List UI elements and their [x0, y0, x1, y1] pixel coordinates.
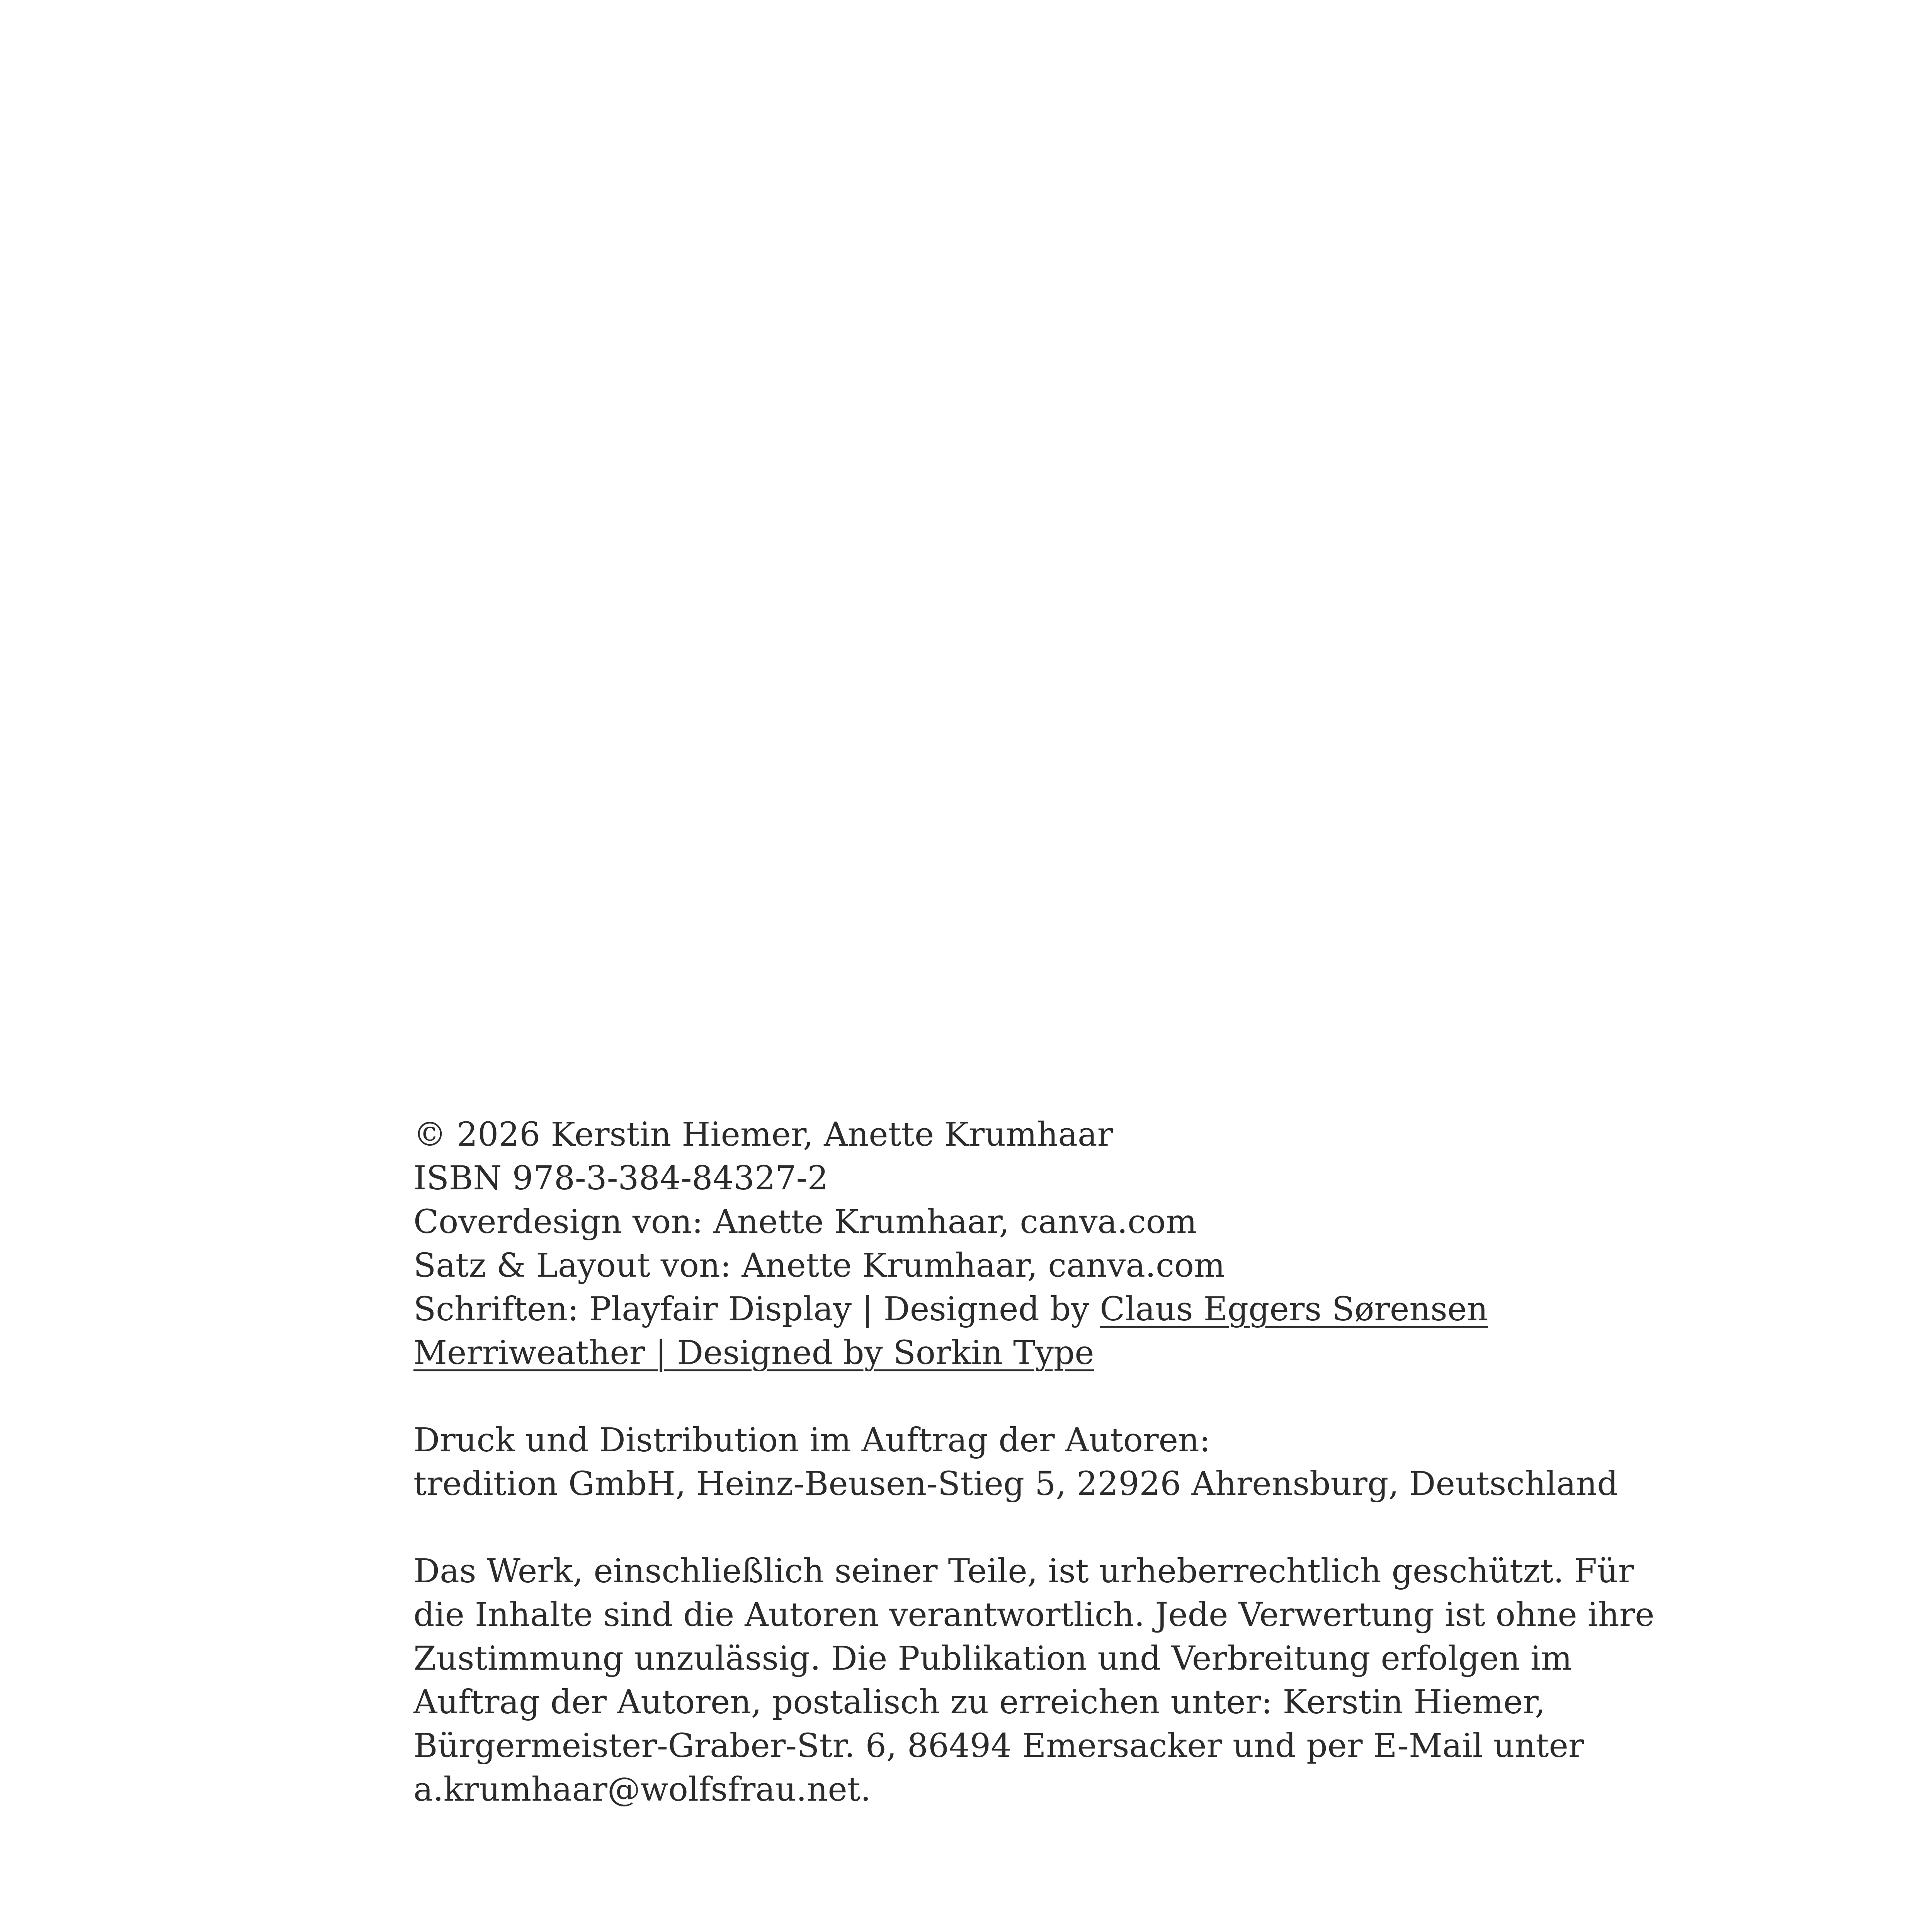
fonts-prefix: Schriften: Playfair Display | Designed by: [413, 1290, 1100, 1328]
fonts-line-2: [413, 1331, 1650, 1375]
copyright-line: © 2026 Kerstin Hiemer, Anette Krumhaar: [413, 1116, 1113, 1154]
isbn-line: ISBN 978-3-384-84327-2: [413, 1159, 828, 1197]
legal-line-5: Bürgermeister-Graber-Str. 6, 86494 Emersacker und per E-Mail unter: [413, 1727, 1584, 1765]
spacer: [413, 1506, 1650, 1549]
spacer: [413, 1375, 1650, 1418]
legal-line-2: die Inhalte sind die Autoren verantwortlich. Jede Verwertung ist ohne ihre: [413, 1596, 1655, 1634]
designer-link[interactable]: Claus Eggers Sørensen: [1100, 1290, 1488, 1328]
legal-line-4: Auftrag der Autoren, postalisch zu erreichen unter: Kerstin Hiemer,: [413, 1683, 1546, 1721]
distribution-address: tredition GmbH, Heinz-Beusen-Stieg 5, 22926 Ahrensburg, Deutschland: [413, 1465, 1618, 1503]
layout-line: Satz & Layout von: Anette Krumhaar, canva.com: [413, 1247, 1225, 1285]
fonts-line: [413, 1287, 1650, 1331]
legal-line-6: a.krumhaar@wolfsfrau.net.: [413, 1770, 871, 1809]
legal-line-3: Zustimmung unzulässig. Die Publikation und Verbreitung erfolgen im: [413, 1639, 1572, 1678]
merriweather-link[interactable]: Merriweather | Designed by Sorkin Type: [413, 1334, 1094, 1372]
coverdesign-line: Coverdesign von: Anette Krumhaar, canva.com: [413, 1203, 1197, 1241]
distribution-heading: Druck und Distribution im Auftrag der Autoren:: [413, 1421, 1211, 1459]
legal-line-1: Das Werk, einschließlich seiner Teile, ist urheberrechtlich geschützt. Für: [413, 1552, 1634, 1590]
imprint-block: [413, 1113, 1655, 1811]
